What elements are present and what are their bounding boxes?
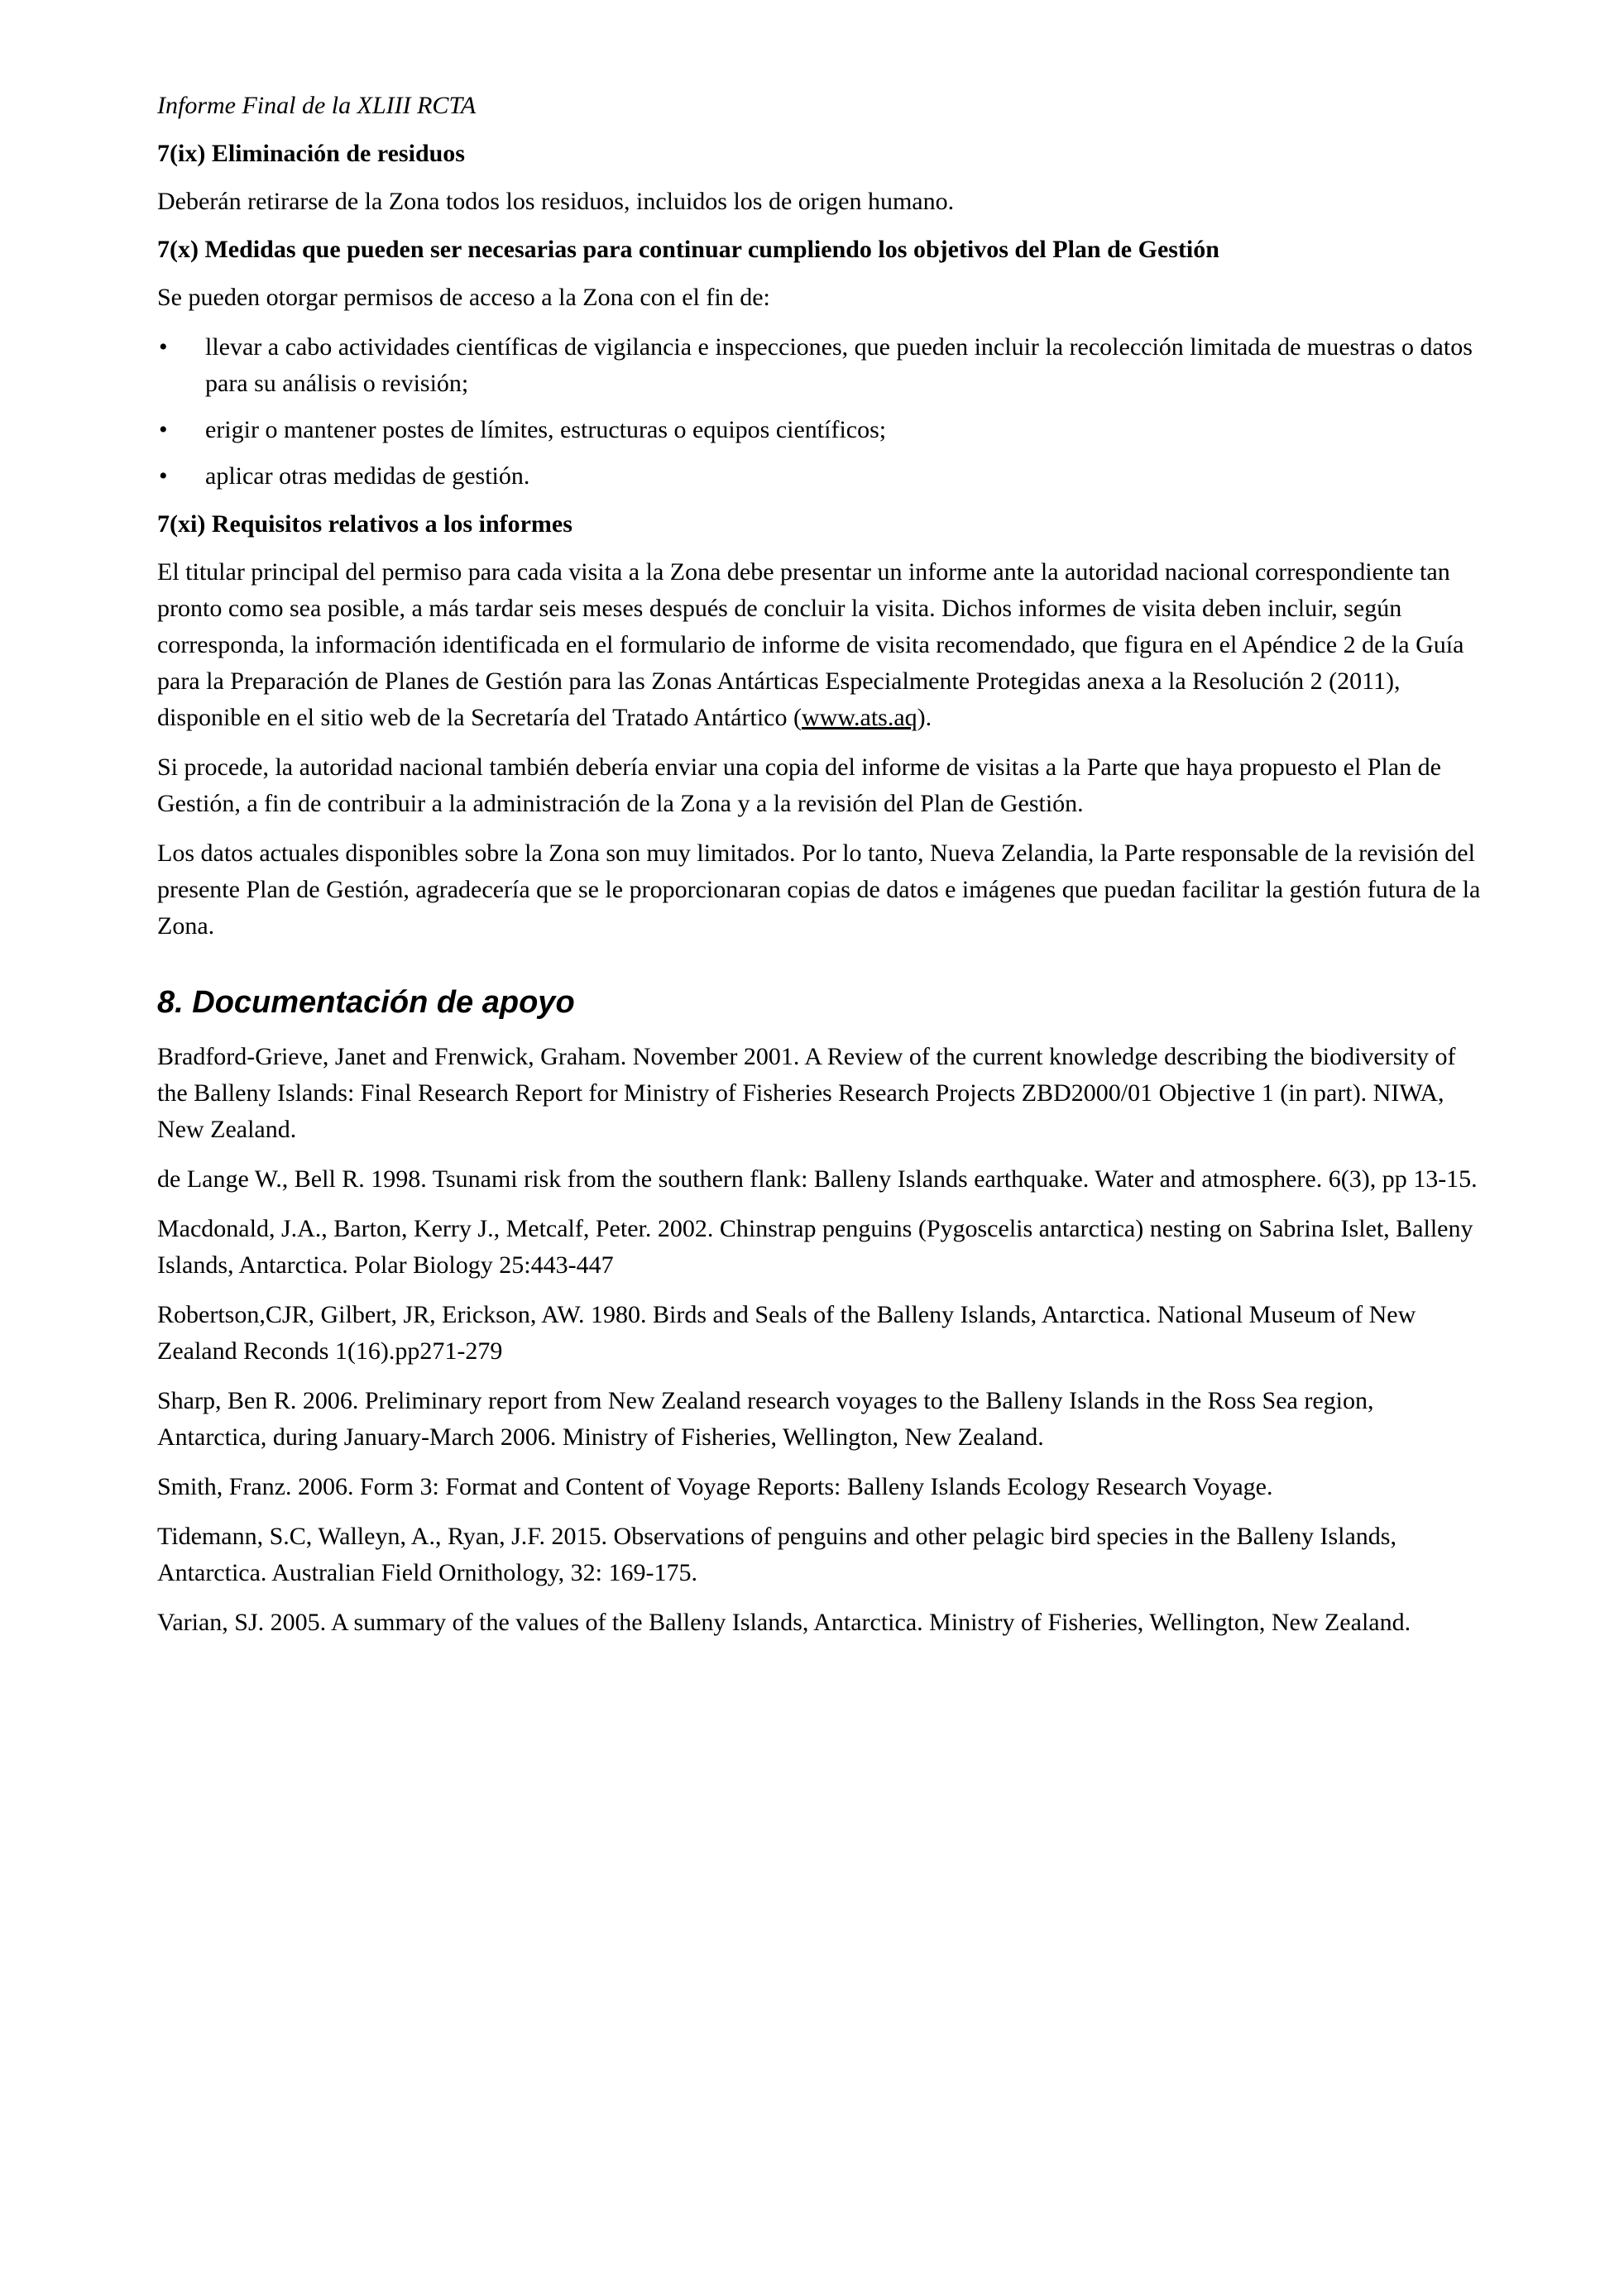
ats-link[interactable]: www.ats.aq [801,704,917,731]
reference-item: Robertson,CJR, Gilbert, JR, Erickson, AW. 1980. Birds and Seals of the Balleny Islands, Antarctica. National Museum of New Zealand Reconds 1(16).pp271-279 [157,1301,1416,1365]
running-header: Informe Final de la XLIII RCTA [157,92,477,119]
list-item [157,458,1481,495]
reports-paragraph-1 [157,554,1481,736]
reports-text: El titular principal del permiso para cada visita a la Zona debe presentar un informe ante la autoridad nacional correspondiente tan pronto como sea posible, a más tardar seis meses después de concluir la visita. Dichos informes de visita deben incluir, según corresponda, la información identificada en el formulario de informe de visita recomendado, que figura en el Apéndice 2 de la Guía para la Preparación de Planes de Gestión para las Zonas Antárticas Especialmente Protegidas anexa a la Resolución 2 (2011), disponible en el sitio web de la Secretaría del Tratado Antártico ( [157,558,1464,731]
reference-list [157,1039,1481,1641]
reports-paragraph-2: Si procede, la autoridad nacional también debería enviar una copia del informe de visitas a la Parte que haya propuesto el Plan de Gestión, a fin de contribuir a la administración de la Zona y a la revisión del Plan de Gestión. [157,753,1441,817]
reference-item: Sharp, Ben R. 2006. Preliminary report from New Zealand research voyages to the Balleny Islands in the Ross Sea region, Antarctica, during January-March 2006. Ministry of Fisheries, Wellington, New Zealand. [157,1387,1374,1451]
document-page [157,89,1481,1654]
measures-list [157,329,1481,495]
list-item-text: aplicar otras medidas de gestión. [205,462,530,490]
reference-item: Bradford-Grieve, Janet and Frenwick, Graham. November 2001. A Review of the current knowledge describing the biodiversity of the Balleny Islands: Final Research Report for Ministry of Fisheries Research Projects ZBD2000/01 Objective 1 (in part). NIWA, New Zealand. [157,1043,1456,1143]
documentation-heading: 8. Documentación de apoyo [157,985,575,1020]
bullet-icon: • [159,333,168,361]
list-item [157,329,1481,402]
list-item-text: erigir o mantener postes de límites, estructuras o equipos científicos; [205,416,887,443]
waste-heading: 7(ix) Eliminación de residuos [157,140,465,167]
reference-item: Macdonald, J.A., Barton, Kerry J., Metcalf, Peter. 2002. Chinstrap penguins (Pygoscelis antarctica) nesting on Sabrina Islet, Balleny Islands, Antarctica. Polar Biology 25:443-447 [157,1215,1473,1279]
measures-heading: 7(x) Medidas que pueden ser necesarias para continuar cumpliendo los objetivos del Plan de Gestión [157,236,1219,263]
reports-text-end: ). [917,704,932,731]
reference-item: Tidemann, S.C, Walleyn, A., Ryan, J.F. 2015. Observations of penguins and other pelagic bird species in the Balleny Islands, Antarctica. Australian Field Ornithology, 32: 169-175. [157,1523,1396,1586]
reports-heading: 7(xi) Requisitos relativos a los informes [157,510,572,538]
list-item-text: llevar a cabo actividades científicas de vigilancia e inspecciones, que pueden incluir la recolección limitada de muestras o datos para su análisis o revisión; [205,333,1473,397]
waste-paragraph: Deberán retirarse de la Zona todos los residuos, incluidos los de origen humano. [157,188,955,215]
reference-item: de Lange W., Bell R. 1998. Tsunami risk from the southern flank: Balleny Islands earthquake. Water and atmosphere. 6(3), pp 13-15. [157,1165,1478,1193]
bullet-icon: • [159,462,168,490]
bullet-icon: • [159,416,168,443]
reference-item: Varian, SJ. 2005. A summary of the values of the Balleny Islands, Antarctica. Ministry of Fisheries, Wellington, New Zealand. [157,1609,1411,1636]
reference-item: Smith, Franz. 2006. Form 3: Format and Content of Voyage Reports: Balleny Islands Ecology Research Voyage. [157,1473,1273,1500]
measures-intro: Se pueden otorgar permisos de acceso a la Zona con el fin de: [157,284,770,311]
list-item [157,412,1481,448]
reports-paragraph-3: Los datos actuales disponibles sobre la Zona son muy limitados. Por lo tanto, Nueva Zelandia, la Parte responsable de la revisión del presente Plan de Gestión, agradecería que se le proporcionaran copias de datos e imágenes que puedan facilitar la gestión futura de la Zona. [157,839,1481,940]
